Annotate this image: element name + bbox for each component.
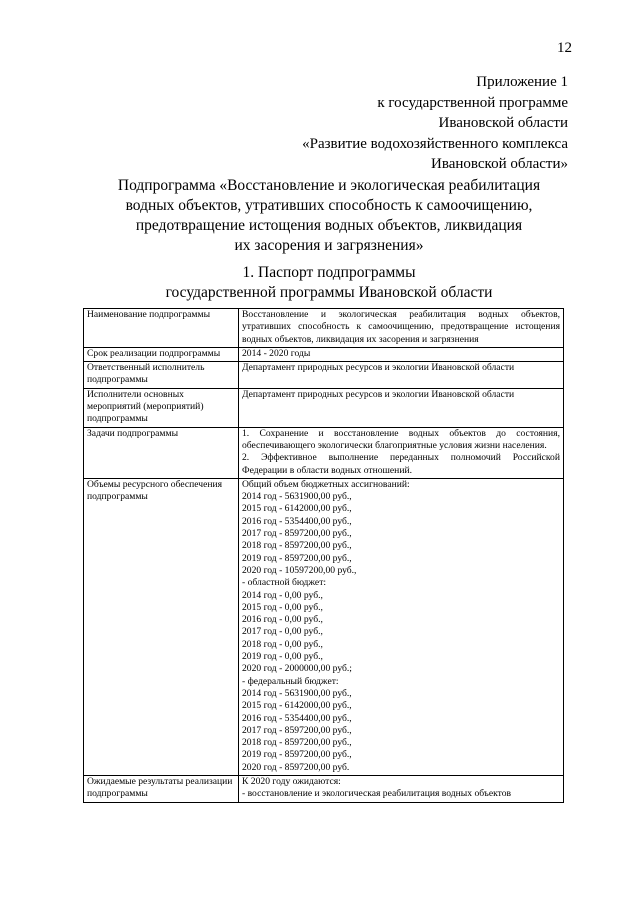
row-value: [239, 775, 564, 802]
page-number: 12: [557, 40, 572, 56]
value-line: 2016 год - 5354400,00 руб.,: [242, 712, 352, 724]
subprogram-title-line: предотвращение истощения водных объектов, ликвидация: [135, 217, 523, 234]
value-line: 2015 год - 0,00 руб.,: [242, 601, 323, 613]
appendix-line: Ивановской области»: [431, 156, 568, 172]
passport-table: [83, 308, 564, 803]
table-row: [84, 347, 564, 361]
value-line: 2018 год - 0,00 руб.,: [242, 638, 323, 650]
value-line: - федеральный бюджет:: [242, 675, 339, 687]
value-line: 2017 год - 8597200,00 руб.,: [242, 528, 352, 540]
row-value: Департамент природных ресурсов и экологии Ивановской области: [239, 362, 564, 389]
appendix-line: «Развитие водохозяйственного комплекса: [302, 135, 568, 152]
value-line: 2. Эффективное выполнение переданных полномочий Российской Федерации в области водных отношений.: [242, 452, 560, 476]
value-line: 2020 год - 8597200,00 руб.: [242, 761, 350, 773]
value-line: - областной бюджет:: [242, 577, 327, 589]
value-line: 2015 год - 6142000,00 руб.,: [242, 700, 352, 712]
row-label: Исполнители основных мероприятий (мероприятий) подпрограммы: [84, 388, 239, 427]
value-line: Общий объем бюджетных ассигнований:: [242, 478, 410, 490]
subprogram-title-line: Подпрограмма «Восстановление и экологическая реабилитация: [117, 177, 541, 194]
section-title: [84, 263, 574, 303]
appendix-line: Ивановской области: [438, 115, 568, 131]
row-label: Объемы ресурсного обеспечения подпрограммы: [84, 478, 239, 775]
value-line: 2020 год - 10597200,00 руб.,: [242, 564, 357, 576]
row-value: [239, 427, 564, 478]
value-line: К 2020 году ожидаются:: [242, 775, 341, 787]
row-label: Наименование подпрограммы: [84, 309, 239, 348]
value-line: 2017 год - 0,00 руб.,: [242, 626, 323, 638]
subprogram-title-line: водных объектов, утративших способность к самоочищению,: [125, 197, 533, 214]
table-row: [84, 478, 564, 775]
row-label: Задачи подпрограммы: [84, 427, 239, 478]
value-line: 2018 год - 8597200,00 руб.,: [242, 540, 352, 552]
value-line: 2016 год - 0,00 руб.,: [242, 614, 323, 626]
value-line: 2017 год - 8597200,00 руб.,: [242, 724, 352, 736]
value-line: 2016 год - 5354400,00 руб.,: [242, 515, 352, 527]
value-line: 2014 год - 0,00 руб.,: [242, 589, 323, 601]
row-value: Департамент природных ресурсов и экологии Ивановской области: [239, 388, 564, 427]
section-title-line: государственной программы Ивановской области: [165, 284, 493, 301]
table-row: [84, 427, 564, 478]
value-line: 2019 год - 0,00 руб.,: [242, 651, 323, 663]
row-label: Ответственный исполнитель подпрограммы: [84, 362, 239, 389]
row-label: Срок реализации подпрограммы: [84, 347, 239, 361]
row-value: Восстановление и экологическая реабилитация водных объектов, утративших способность к самоочищению, предотвращение истощения водных объектов, ликвидация их засорения и загрязнения: [239, 309, 564, 348]
value-line: 1. Сохранение и восстановление водных объектов до состояния, обеспечивающего экологически благоприятные условия жизни населения.: [242, 427, 560, 451]
table-row: [84, 388, 564, 427]
subprogram-title-line: их засорения и загрязнения»: [234, 237, 424, 254]
row-label: Ожидаемые результаты реализации подпрограммы: [84, 775, 239, 802]
subprogram-title: [84, 176, 574, 256]
appendix-block: [302, 72, 568, 175]
appendix-line: Приложение 1: [476, 74, 568, 90]
section-title-line: 1. Паспорт подпрограммы: [242, 264, 416, 281]
value-line: 2018 год - 8597200,00 руб.,: [242, 737, 352, 749]
value-line: 2019 год - 8597200,00 руб.,: [242, 749, 352, 761]
value-line: - восстановление и экологическая реабилитация водных объектов: [242, 788, 512, 800]
value-line: 2019 год - 8597200,00 руб.,: [242, 552, 352, 564]
appendix-line: к государственной программе: [377, 94, 568, 111]
table-row: [84, 362, 564, 389]
row-value: 2014 - 2020 годы: [239, 347, 564, 361]
value-line: 2014 год - 5631900,00 руб.,: [242, 491, 352, 503]
table-row: [84, 309, 564, 348]
row-value: [239, 478, 564, 775]
value-line: 2014 год - 5631900,00 руб.,: [242, 687, 352, 699]
value-line: 2015 год - 6142000,00 руб.,: [242, 503, 352, 515]
value-line: 2020 год - 2000000,00 руб.;: [242, 663, 352, 675]
table-row: [84, 775, 564, 802]
